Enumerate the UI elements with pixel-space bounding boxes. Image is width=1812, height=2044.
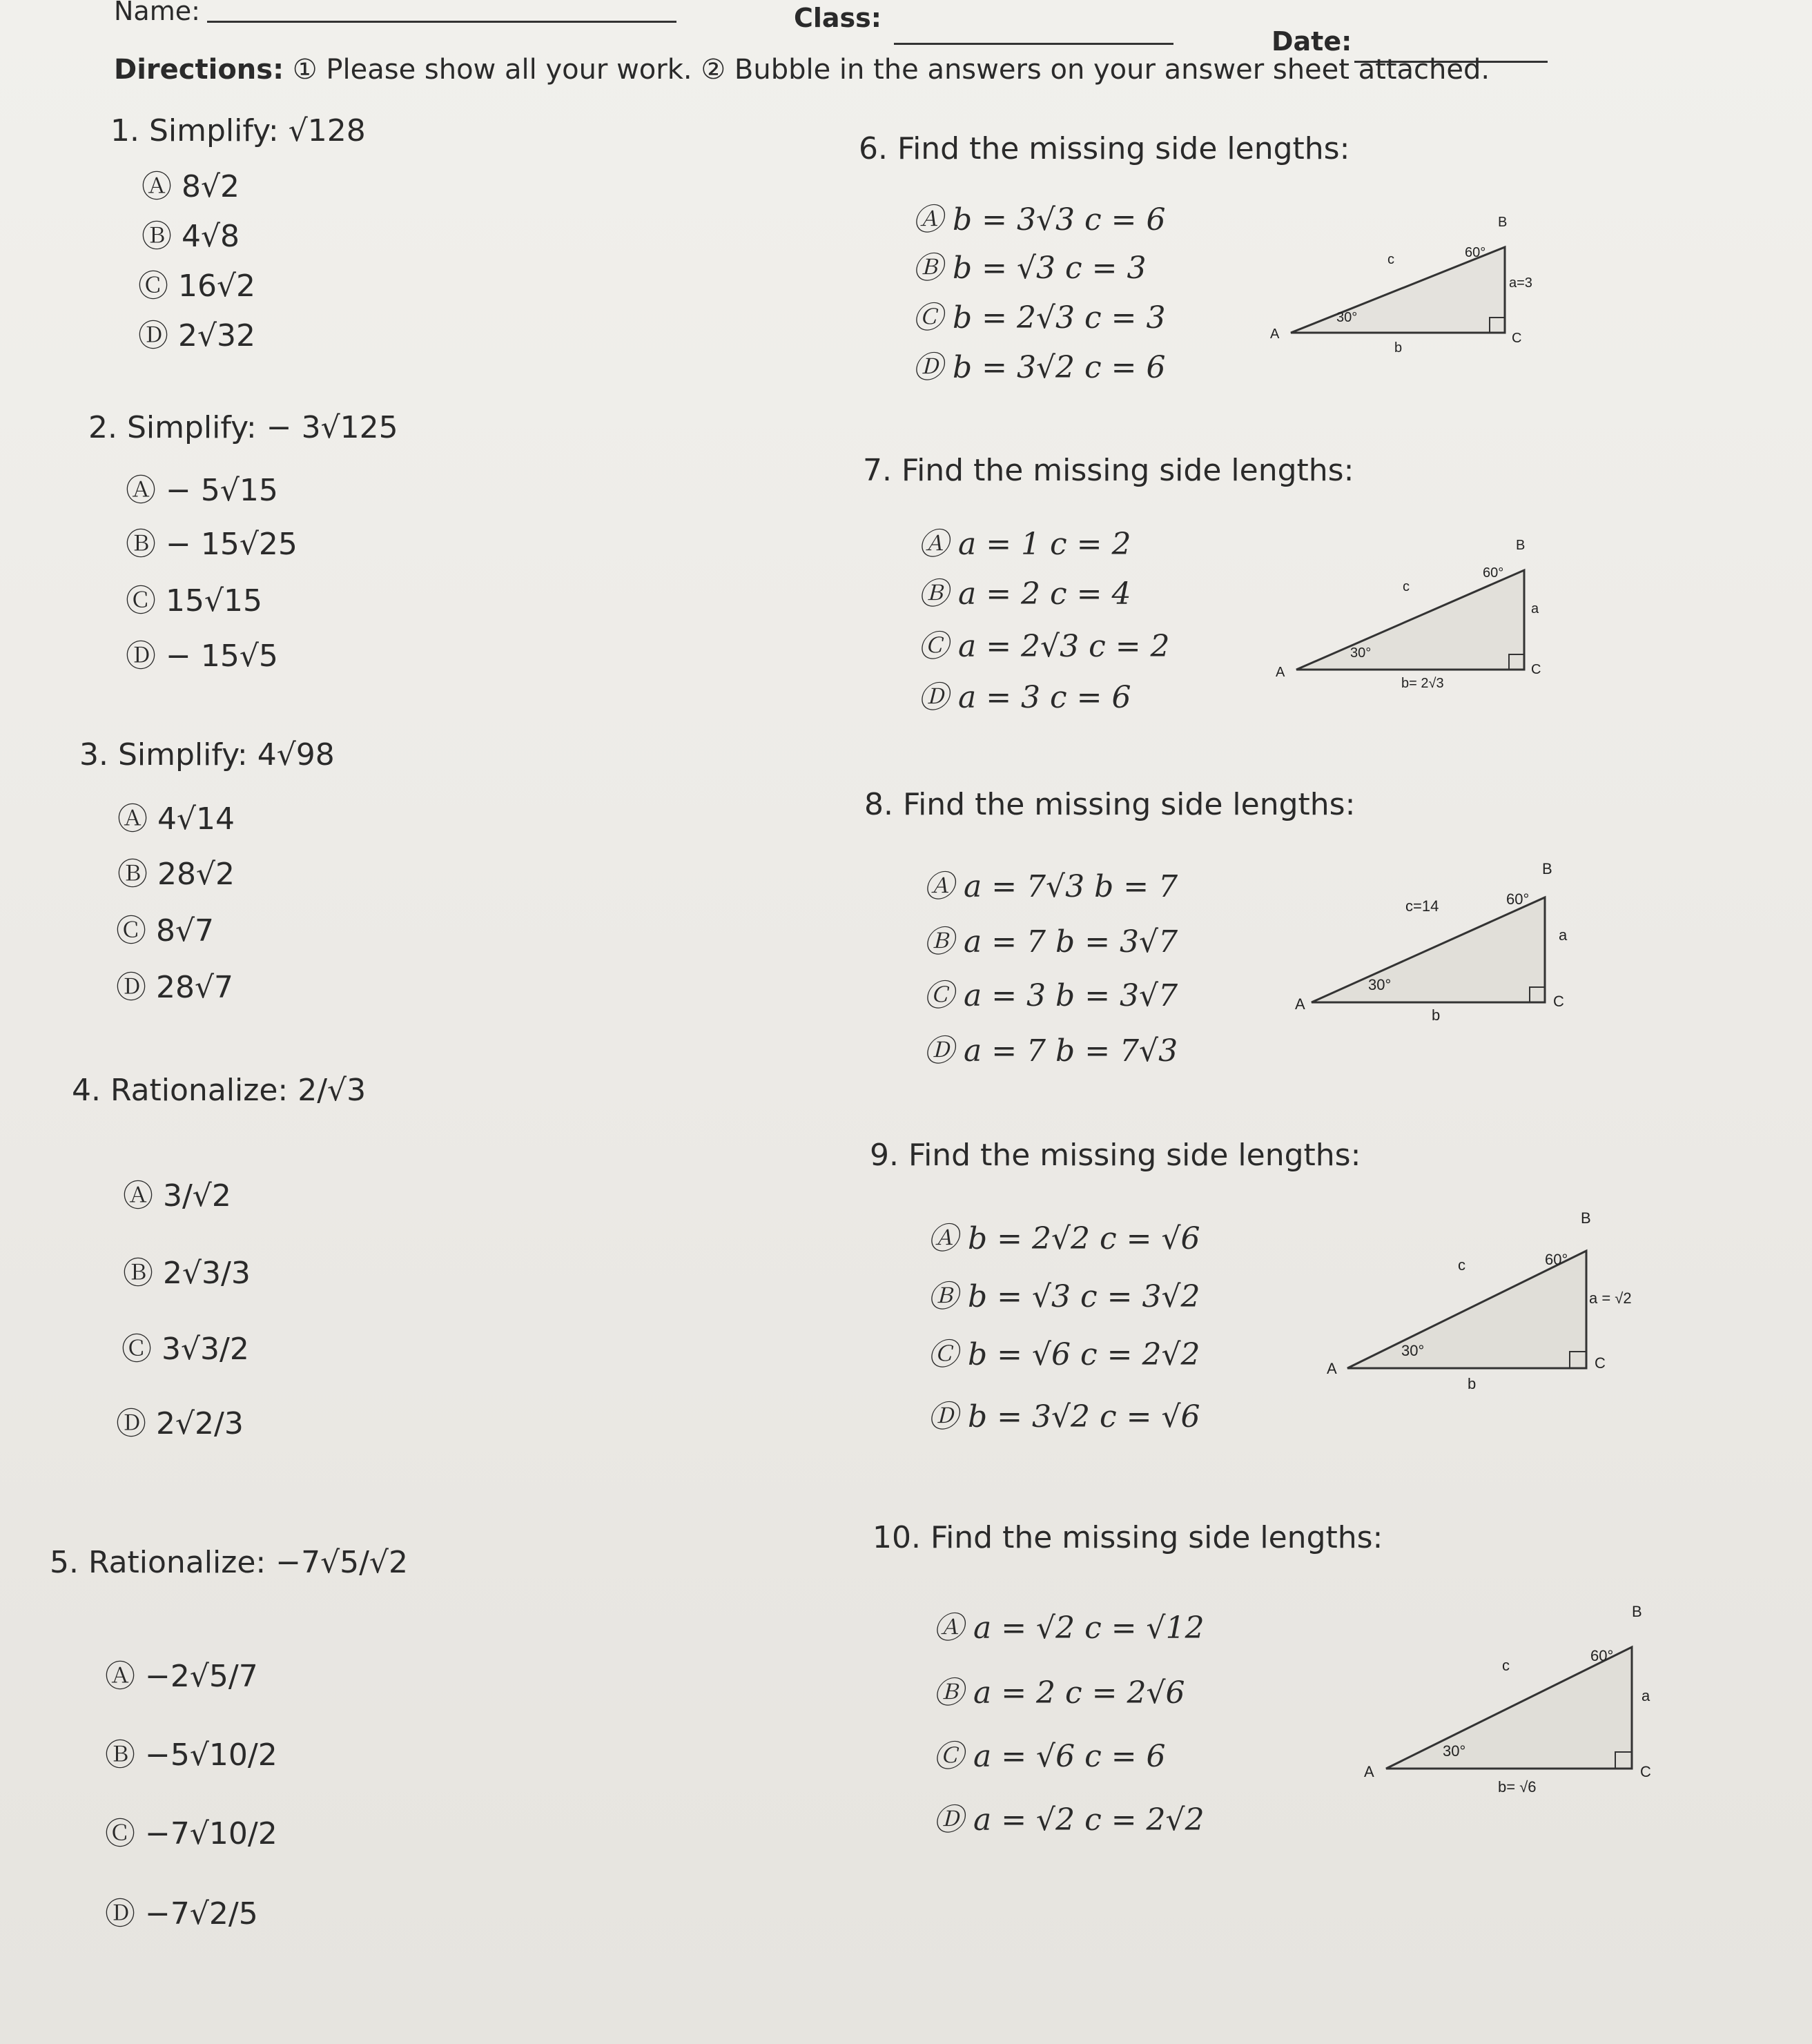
option-d[interactable]: Ⓓ a = 7 b = 7√3 [924, 1033, 1178, 1069]
short-leg-label: a = √2 [1589, 1289, 1632, 1307]
vertex-b: B [1632, 1603, 1642, 1620]
triangle-shape [1347, 1251, 1586, 1368]
option-a[interactable]: Ⓐ a = 7√3 b = 7 [924, 869, 1178, 904]
option-b[interactable]: Ⓑ b = √3 c = 3√2 [928, 1279, 1200, 1314]
vertex-a: A [1276, 665, 1285, 680]
option-b[interactable]: Ⓑ 2√3/3 [123, 1256, 251, 1291]
angle-30-label: 30° [1443, 1742, 1466, 1760]
short-leg-label: a [1531, 601, 1539, 616]
triangle-diagram [1270, 207, 1532, 355]
angle-30-label: 30° [1401, 1342, 1425, 1359]
vertex-b: B [1581, 1209, 1591, 1227]
option-c[interactable]: Ⓒ a = 3 b = 3√7 [924, 978, 1178, 1013]
option-a[interactable]: Ⓐ 3/√2 [123, 1178, 231, 1214]
option-b[interactable]: Ⓑ b = √3 c = 3 [913, 251, 1147, 286]
name-label: Name: [114, 0, 200, 26]
vertex-b: B [1498, 215, 1508, 230]
option-b[interactable]: Ⓑ − 15√25 [126, 527, 298, 562]
option-c[interactable]: Ⓒ 16√2 [138, 269, 256, 304]
option-d[interactable]: Ⓓ −7√2/5 [105, 1896, 258, 1931]
long-leg-label: b [1394, 340, 1403, 356]
hypotenuse-label: c [1502, 1657, 1510, 1674]
question-prompt: 4. Rationalize: 2/√3 [72, 1073, 367, 1108]
question-prompt: 6. Find the missing side lengths: [859, 131, 1350, 166]
angle-30-label: 30° [1336, 310, 1358, 325]
long-leg-label: b= 2√3 [1401, 676, 1444, 691]
option-b[interactable]: Ⓑ 28√2 [117, 857, 235, 892]
directions-text: ① Please show all your work. ② Bubble in the answers on your answer sheet attached. [292, 54, 1490, 86]
option-a[interactable]: Ⓐ −2√5/7 [105, 1659, 258, 1694]
angle-60-label: 60° [1590, 1647, 1614, 1664]
option-b[interactable]: Ⓑ a = 2 c = 2√6 [933, 1675, 1185, 1711]
option-b[interactable]: Ⓑ 4√8 [142, 219, 240, 254]
hypotenuse-label: c [1458, 1256, 1465, 1274]
short-leg-label: a [1559, 926, 1568, 944]
triangle-svg [1270, 207, 1532, 356]
question-prompt: 2. Simplify: − 3√125 [88, 410, 398, 445]
angle-60-label: 60° [1465, 245, 1486, 260]
long-leg-label: b= √6 [1498, 1778, 1537, 1795]
option-c[interactable]: Ⓒ −7√10/2 [105, 1816, 277, 1851]
question-prompt: 8. Find the missing side lengths: [864, 787, 1356, 822]
angle-30-label: 30° [1350, 645, 1372, 661]
option-d[interactable]: Ⓓ b = 3√2 c = √6 [928, 1399, 1200, 1434]
option-d[interactable]: Ⓓ a = √2 c = 2√2 [933, 1802, 1205, 1838]
triangle-svg [1356, 1596, 1659, 1796]
vertex-a: A [1364, 1763, 1374, 1780]
question-prompt: 5. Rationalize: −7√5/√2 [50, 1545, 408, 1580]
question-prompt: 3. Simplify: 4√98 [79, 737, 335, 772]
hypotenuse-label: c [1387, 252, 1394, 267]
question-prompt: 7. Find the missing side lengths: [863, 453, 1354, 488]
option-d[interactable]: Ⓓ 28√7 [116, 970, 234, 1005]
option-a[interactable]: Ⓐ 8√2 [142, 169, 240, 204]
vertex-c: C [1512, 331, 1522, 346]
long-leg-label: b [1432, 1006, 1441, 1024]
option-d[interactable]: Ⓓ 2√32 [138, 318, 256, 353]
directions-label: Directions: [114, 54, 284, 86]
option-a[interactable]: Ⓐ 4√14 [117, 801, 235, 837]
option-c[interactable]: Ⓒ 8√7 [116, 913, 215, 948]
date-label: Date: [1272, 26, 1352, 57]
triangle-diagram [1276, 532, 1552, 700]
short-leg-label: a [1641, 1687, 1650, 1704]
option-a[interactable]: Ⓐ a = 1 c = 2 [918, 527, 1131, 562]
vertex-b: B [1516, 538, 1526, 553]
angle-60-label: 60° [1483, 565, 1504, 581]
vertex-a: A [1327, 1360, 1337, 1377]
option-c[interactable]: Ⓒ a = √6 c = 6 [933, 1739, 1166, 1774]
question-prompt: 9. Find the missing side lengths: [870, 1138, 1361, 1173]
vertex-a: A [1295, 995, 1305, 1013]
question-prompt: 10. Find the missing side lengths: [873, 1520, 1383, 1555]
option-c[interactable]: Ⓒ b = √6 c = 2√2 [928, 1337, 1200, 1372]
question-prompt: 1. Simplify: √128 [110, 113, 366, 148]
vertex-a: A [1270, 327, 1280, 342]
hypotenuse-label: c [1403, 579, 1410, 594]
option-a[interactable]: Ⓐ − 5√15 [126, 473, 278, 508]
vertex-c: C [1553, 993, 1564, 1010]
option-d[interactable]: Ⓓ a = 3 c = 6 [918, 680, 1131, 715]
option-a[interactable]: Ⓐ b = 3√3 c = 6 [913, 202, 1166, 237]
triangle-shape [1296, 570, 1524, 670]
vertex-c: C [1595, 1354, 1606, 1372]
class-field[interactable] [894, 43, 1173, 45]
vertex-c: C [1531, 662, 1541, 677]
class-label: Class: [794, 3, 881, 33]
option-d[interactable]: Ⓓ − 15√5 [126, 639, 278, 674]
option-c[interactable]: Ⓒ 3√3/2 [121, 1332, 249, 1367]
angle-30-label: 30° [1368, 976, 1392, 993]
angle-60-label: 60° [1506, 890, 1530, 908]
option-b[interactable]: Ⓑ a = 7 b = 3√7 [924, 924, 1178, 960]
vertex-c: C [1640, 1763, 1651, 1780]
option-b[interactable]: Ⓑ −5√10/2 [105, 1738, 277, 1773]
triangle-svg [1276, 532, 1552, 697]
angle-60-label: 60° [1545, 1251, 1568, 1268]
vertex-b: B [1542, 860, 1552, 877]
long-leg-label: b [1468, 1375, 1477, 1392]
option-d[interactable]: Ⓓ 2√2/3 [116, 1406, 244, 1441]
hypotenuse-label: c=14 [1405, 897, 1439, 915]
triangle-diagram [1320, 1204, 1637, 1400]
directions [114, 54, 1490, 86]
option-c[interactable]: Ⓒ 15√15 [126, 583, 262, 619]
option-c[interactable]: Ⓒ a = 2√3 c = 2 [918, 629, 1170, 664]
triangle-svg [1289, 856, 1579, 1029]
short-leg-label: a=3 [1509, 275, 1532, 291]
option-c[interactable]: Ⓒ b = 2√3 c = 3 [913, 300, 1166, 335]
name-field[interactable] [207, 21, 676, 23]
option-d[interactable]: Ⓓ b = 3√2 c = 6 [913, 350, 1166, 385]
option-a[interactable]: Ⓐ a = √2 c = √12 [933, 1610, 1205, 1646]
option-a[interactable]: Ⓐ b = 2√2 c = √6 [928, 1221, 1200, 1256]
triangle-diagram [1356, 1596, 1659, 1799]
triangle-diagram [1289, 856, 1579, 1031]
triangle-svg [1320, 1204, 1637, 1397]
option-b[interactable]: Ⓑ a = 2 c = 4 [918, 576, 1131, 612]
